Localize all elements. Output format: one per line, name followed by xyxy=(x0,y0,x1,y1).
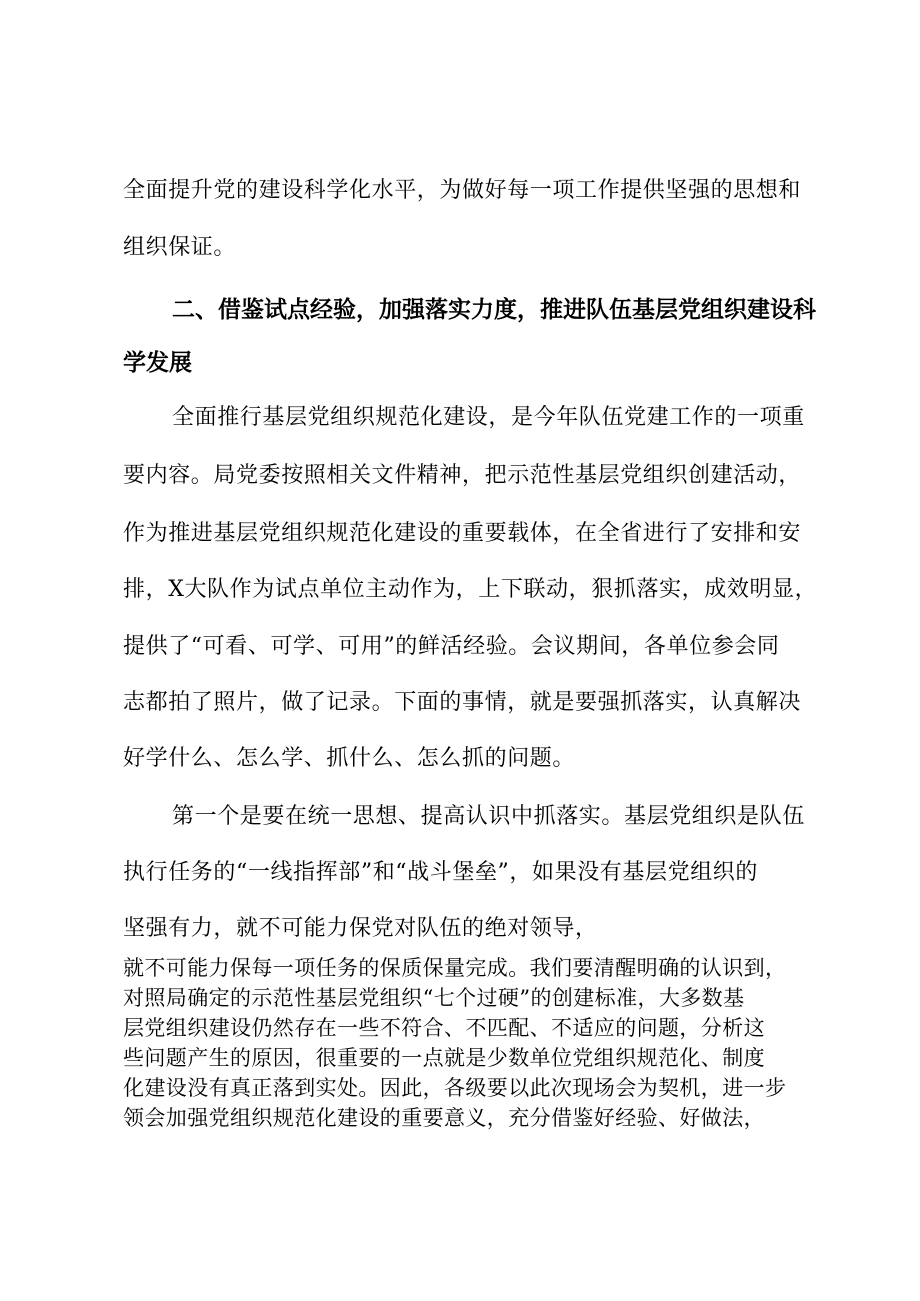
paragraph-line: 全面提升党的建设科学化水平，为做好每一项工作提供坚强的思想和 xyxy=(123,178,802,203)
paragraph-line: 坚强有力，就不可能力保党对队伍的绝对领导， xyxy=(123,916,598,941)
paragraph-line: 就不可能力保每一项任务的保质保量完成。我们要清醒明确的认识到， xyxy=(123,956,787,980)
paragraph-line: 对照局确定的示范性基层党组织“七个过硬”的创建标准，大多数基 xyxy=(123,986,745,1010)
paragraph-line: 层党组织建设仍然存在一些不符合、不匹配、不适应的问题，分析这 xyxy=(123,1016,765,1040)
paragraph-line: 化建设没有真正落到实处。因此，各级要以此次现场会为契机，进一步 xyxy=(123,1076,787,1100)
paragraph-line: 提供了“可看、可学、可用”的鲜活经验。会议期间，各单位参会同 xyxy=(123,634,780,659)
section-heading: 学发展 xyxy=(123,350,192,376)
paragraph-line: 作为推进基层党组织规范化建设的重要载体，在全省进行了安排和安 xyxy=(123,521,802,546)
paragraph-line: 要内容。局党委按照相关文件精神，把示范性基层党组织创建活动， xyxy=(123,463,802,488)
paragraph-line: 志都拍了照片，做了记录。下面的事情，就是要强抓落实，认真解决 xyxy=(123,690,802,715)
section-heading: 二、借鉴试点经验，加强落实力度，推进队伍基层党组织建设科 xyxy=(172,297,816,323)
paragraph-line: 第一个是要在统一思想、提高认识中抓落实。基层党组织是队伍 xyxy=(172,804,805,829)
paragraph-line: 领会加强党组织规范化建设的重要意义，充分借鉴好经验、好做法， xyxy=(123,1106,765,1130)
paragraph-line: 组织保证。 xyxy=(123,235,237,260)
paragraph-line: 排，X大队作为试点单位主动作为，上下联动，狠抓落实，成效明显， xyxy=(123,577,818,602)
paragraph-line: 些问题产生的原因，很重要的一点就是少数单位党组织规范化、制度 xyxy=(123,1046,765,1070)
paragraph-line: 执行任务的“一线指挥部”和“战斗堡垒”，如果没有基层党组织的 xyxy=(123,860,758,885)
paragraph-line: 全面推行基层党组织规范化建设，是今年队伍党建工作的一项重 xyxy=(172,405,805,430)
paragraph-line: 好学什么、怎么学、抓什么、怎么抓的问题。 xyxy=(123,746,576,771)
